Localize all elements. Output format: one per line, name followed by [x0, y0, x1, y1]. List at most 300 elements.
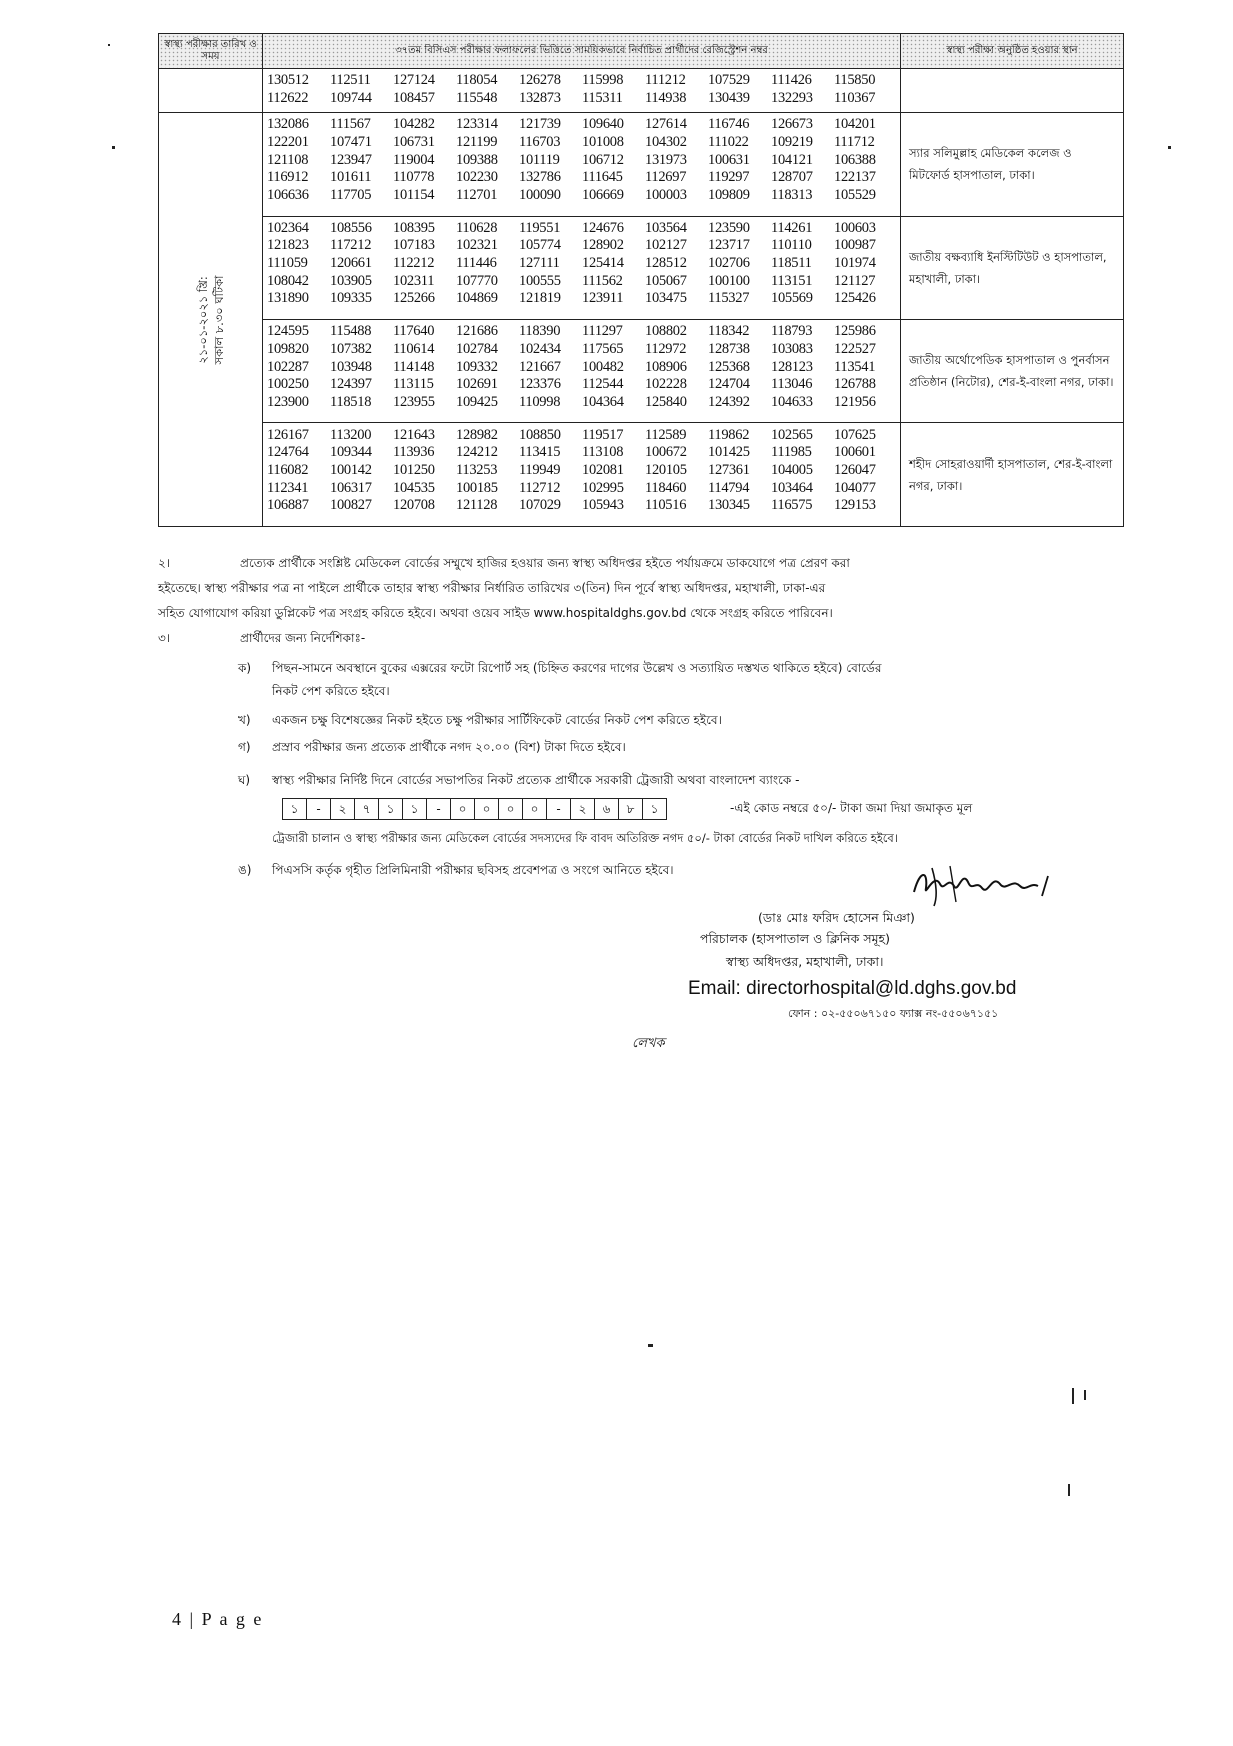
reg-number-row	[267, 290, 900, 308]
reg-number: 106669	[582, 186, 624, 203]
venue-name: জাতীয় বক্ষব্যাধি ইনস্টিটিউট ও হাসপাতাল, মহাখালী, ঢাকা।	[909, 249, 1107, 286]
reg-number: 119949	[519, 461, 561, 478]
reg-number: 100987	[834, 237, 876, 254]
reg-number: 112212	[393, 255, 435, 272]
reg-number: 102691	[456, 376, 498, 393]
code-digit-box: -	[306, 798, 330, 820]
reg-number: 110628	[456, 219, 498, 236]
reg-number: 109344	[330, 444, 372, 461]
reg-number: 109219	[771, 133, 813, 150]
code-digit-box: ২	[570, 798, 594, 820]
reg-number: 100672	[645, 444, 687, 461]
reg-number: 100003	[645, 186, 687, 203]
reg-number: 117565	[582, 340, 624, 357]
reg-number: 101154	[393, 186, 435, 203]
reg-number: 114148	[393, 358, 435, 375]
reg-number: 106712	[582, 151, 624, 168]
reg-number: 124397	[330, 376, 372, 393]
reg-number: 119004	[393, 151, 435, 168]
code-after-text: -এই কোড নম্বরে ৫০/- টাকা জমা দিয়া জমাকৃত মূল	[730, 801, 973, 815]
reg-number: 104282	[393, 116, 435, 133]
date-cell-empty	[159, 69, 263, 113]
reg-number-row	[267, 169, 900, 187]
reg-number: 111645	[582, 169, 623, 186]
reg-number: 108457	[393, 89, 435, 106]
reg-number: 106388	[834, 151, 876, 168]
reg-number-row	[267, 72, 900, 90]
reg-number: 110998	[519, 393, 561, 410]
code-digit-box: ১	[402, 798, 426, 820]
table-body	[159, 69, 1124, 527]
reg-number: 130345	[708, 497, 750, 514]
header-date-time: স্বাস্থ্য পরীক্ষার তারিখ ও সময়	[159, 34, 263, 69]
code-digit-box: ৭	[354, 798, 378, 820]
reg-number: 100250	[267, 376, 309, 393]
reg-number: 117640	[393, 323, 435, 340]
scan-speck	[1068, 1484, 1070, 1496]
code-digit-box: -	[426, 798, 450, 820]
code-digit-box: -	[546, 798, 570, 820]
reg-number: 117212	[330, 237, 372, 254]
reg-number: 132293	[771, 89, 813, 106]
reg-number: 110110	[771, 237, 812, 254]
reg-number: 109388	[456, 151, 498, 168]
reg-number: 110778	[393, 169, 435, 186]
reg-number: 125368	[708, 358, 750, 375]
reg-number: 104121	[771, 151, 813, 168]
reg-number: 103464	[771, 479, 813, 496]
reg-number: 127614	[645, 116, 687, 133]
reg-number: 102311	[393, 272, 435, 289]
venue-cell	[901, 113, 1124, 216]
note-3-title: প্রার্থীদের জন্য নির্দেশিকাঃ-	[240, 631, 366, 645]
reg-number: 112341	[267, 479, 309, 496]
reg-number: 113253	[456, 461, 498, 478]
table-row	[159, 320, 1124, 423]
reg-number: 121128	[456, 497, 498, 514]
reg-number: 106887	[267, 497, 309, 514]
reg-number: 122137	[834, 169, 876, 186]
reg-number: 112701	[456, 186, 498, 203]
reg-number: 126047	[834, 461, 876, 478]
reg-number: 118342	[708, 323, 750, 340]
reg-number: 109744	[330, 89, 372, 106]
reg-number: 124676	[582, 219, 624, 236]
table-row	[159, 113, 1124, 216]
reg-number: 123900	[267, 393, 309, 410]
scan-speck	[1084, 1390, 1086, 1400]
item-kha-line-1: একজন চক্ষু বিশেষজ্ঞের নিকট হইতে চক্ষু পরীক্ষার সার্টিফিকেট বোর্ডের নিকট পেশ করিতে হইবে।	[272, 713, 722, 727]
reg-number-row	[267, 255, 900, 273]
reg-number: 124764	[267, 444, 309, 461]
header-venue: স্বাস্থ্য পরীক্ষা অনুষ্ঠিত হওয়ার স্থান	[901, 34, 1124, 69]
reg-number: 100601	[834, 444, 876, 461]
reg-number: 117705	[330, 186, 372, 203]
item-gha-label: ঘ)	[238, 773, 251, 787]
reg-number: 102706	[708, 255, 750, 272]
reg-number: 121686	[456, 323, 498, 340]
reg-number: 114938	[645, 89, 687, 106]
reg-number: 121956	[834, 393, 876, 410]
reg-number: 118460	[645, 479, 687, 496]
venue-cell	[901, 423, 1124, 527]
note-2-line-2: হইতেছে। স্বাস্থ্য পরীক্ষার পত্র না পাইলে প্রার্থীকে তাহার স্বাস্থ্য পরীক্ষার নির্ধারিত তারিখের ৩(তিন) দিন পূর্বে স্বাস্থ্য অধিদপ্তর, মহাখালী, ঢাকা-এর	[158, 581, 826, 595]
reg-number: 102287	[267, 358, 309, 375]
reg-number: 110516	[645, 497, 687, 514]
reg-number-row	[267, 341, 900, 359]
reg-number: 124704	[708, 376, 750, 393]
reg-number: 111022	[708, 133, 749, 150]
venue-name: শহীদ সোহরাওয়ার্দী হাসপাতাল, শের-ই-বাংলা নগর, ঢাকা।	[909, 456, 1113, 493]
reg-number: 112712	[519, 479, 561, 496]
scan-speck	[1168, 146, 1171, 149]
reg-number-row	[267, 237, 900, 255]
reg-number: 119551	[519, 219, 561, 236]
reg-number: 128123	[771, 358, 813, 375]
item-kha-label: খ)	[238, 713, 251, 727]
reg-number: 102364	[267, 219, 309, 236]
reg-number: 102230	[456, 169, 498, 186]
signatory-office: স্বাস্থ্য অধিদপ্তর, মহাখালী, ঢাকা।	[726, 954, 884, 969]
reg-number: 116746	[708, 116, 750, 133]
reg-number: 103475	[645, 290, 687, 307]
reg-number: 100827	[330, 497, 372, 514]
reg-number: 104633	[771, 393, 813, 410]
reg-number: 105067	[645, 272, 687, 289]
reg-number: 110367	[834, 89, 876, 106]
reg-number: 131973	[645, 151, 687, 168]
header-reg-numbers: ৩৭তম বিসিএস পরীক্ষার ফলাফলের ভিত্তিতে সাময়িকভাবে নির্বাচিত প্রার্থীদের রেজিস্ট্রেশন নম্বর	[263, 34, 901, 69]
reg-number-row	[267, 358, 900, 376]
reg-number: 124392	[708, 393, 750, 410]
reg-number: 104077	[834, 479, 876, 496]
reg-number: 121739	[519, 116, 561, 133]
reg-number: 118054	[456, 72, 498, 89]
reg-number: 121643	[393, 426, 435, 443]
registration-table	[158, 33, 1124, 527]
reg-number: 106731	[393, 133, 435, 150]
reg-number: 112589	[645, 426, 687, 443]
reg-number-row	[267, 462, 900, 480]
reg-number: 100631	[708, 151, 750, 168]
reg-number: 107183	[393, 237, 435, 254]
venue-name: জাতীয় অর্থোপেডিক হাসপাতাল ও পুনর্বাসন প্রতিষ্ঠান (নিটোর), শের-ই-বাংলা নগর, ঢাকা।	[909, 353, 1114, 390]
reg-number: 102127	[645, 237, 687, 254]
reg-number: 100142	[330, 461, 372, 478]
reg-number: 124595	[267, 323, 309, 340]
reg-number: 105529	[834, 186, 876, 203]
reg-number: 122201	[267, 133, 309, 150]
reg-number: 103564	[645, 219, 687, 236]
reg-number-cell	[263, 216, 901, 319]
reg-number: 127124	[393, 72, 435, 89]
code-digit-box: ০	[474, 798, 498, 820]
reg-number: 109425	[456, 393, 498, 410]
code-digit-box: ১	[642, 798, 667, 820]
reg-number: 115327	[708, 290, 750, 307]
reg-number: 101611	[330, 169, 372, 186]
reg-number: 107029	[519, 497, 561, 514]
reg-number: 126167	[267, 426, 309, 443]
reg-number-row	[267, 376, 900, 394]
reg-number: 121667	[519, 358, 561, 375]
reg-number: 132873	[519, 89, 561, 106]
date-time-label	[195, 275, 227, 364]
reg-number: 102081	[582, 461, 624, 478]
reg-number: 128902	[582, 237, 624, 254]
reg-number: 101250	[393, 461, 435, 478]
reg-number-row	[267, 444, 900, 462]
reg-number: 118511	[771, 255, 812, 272]
reg-number: 102995	[582, 479, 624, 496]
venue-cell	[901, 69, 1124, 113]
reg-number: 101008	[582, 133, 624, 150]
reg-number: 112697	[645, 169, 687, 186]
table-row	[159, 423, 1124, 527]
reg-number: 125414	[582, 255, 624, 272]
reg-number: 101119	[519, 151, 560, 168]
scan-speck	[648, 1344, 653, 1347]
reg-number: 116703	[519, 133, 561, 150]
reg-number: 109640	[582, 116, 624, 133]
reg-number: 121199	[456, 133, 498, 150]
code-digit-box: ১	[282, 798, 306, 820]
reg-number: 120661	[330, 255, 372, 272]
reg-number: 113046	[771, 376, 813, 393]
reg-number: 100185	[456, 479, 498, 496]
item-uma-line-1: পিএসসি কর্তৃক গৃহীত প্রিলিমিনারী পরীক্ষার ছবিসহ প্রবেশপত্র ও সংগে আনিতে হইবে।	[272, 863, 674, 877]
reg-number-row	[267, 134, 900, 152]
reg-number-cell	[263, 113, 901, 216]
reg-number: 111562	[582, 272, 623, 289]
reg-number: 104869	[456, 290, 498, 307]
reg-number: 104201	[834, 116, 876, 133]
reg-number: 121819	[519, 290, 561, 307]
reg-number: 108395	[393, 219, 435, 236]
reg-number: 125266	[393, 290, 435, 307]
reg-number: 132086	[267, 116, 309, 133]
reg-number: 111297	[582, 323, 623, 340]
reg-number: 107529	[708, 72, 750, 89]
date-time-cell	[159, 113, 263, 527]
reg-number: 100482	[582, 358, 624, 375]
reg-number: 123955	[393, 393, 435, 410]
reg-number-row	[267, 323, 900, 341]
table-row	[159, 69, 1124, 113]
reg-number: 112511	[330, 72, 371, 89]
reg-number: 118518	[330, 393, 372, 410]
reg-number: 124212	[456, 444, 498, 461]
code-digit-box: ৬	[594, 798, 618, 820]
reg-number: 104005	[771, 461, 813, 478]
reg-number: 123590	[708, 219, 750, 236]
reg-number-row	[267, 272, 900, 290]
reg-number: 113415	[519, 444, 561, 461]
reg-number-row	[267, 426, 900, 444]
reg-number: 130512	[267, 72, 309, 89]
reg-number: 107382	[330, 340, 372, 357]
page-number: 4 | P a g e	[172, 1609, 264, 1629]
reg-number-row	[267, 479, 900, 497]
reg-number: 121823	[267, 237, 309, 254]
reg-number: 115311	[582, 89, 623, 106]
reg-number: 109332	[456, 358, 498, 375]
reg-number: 113115	[393, 376, 434, 393]
reg-number: 126278	[519, 72, 561, 89]
item-uma-label: ঙ)	[238, 863, 252, 877]
reg-number: 108802	[645, 323, 687, 340]
signatory-phone: ফোন : ০২-৫৫০৬৭১৫০ ফ্যাক্স নং-৫৫০৬৭১৫১	[788, 1007, 999, 1020]
reg-number: 111212	[645, 72, 686, 89]
reg-number-row	[267, 151, 900, 169]
table-header-row	[159, 34, 1124, 69]
reg-number: 112544	[582, 376, 624, 393]
reg-number: 108906	[645, 358, 687, 375]
code-digit-box: ০	[498, 798, 522, 820]
reg-number: 102565	[771, 426, 813, 443]
reg-number: 111446	[456, 255, 497, 272]
item-ga-line-1: প্রস্রাব পরীক্ষার জন্য প্রত্যেক প্রার্থীকে নগদ ২০.০০ (বিশ) টাকা দিতে হইবে।	[272, 740, 626, 754]
reg-number: 103905	[330, 272, 372, 289]
reg-number-cell	[263, 423, 901, 527]
reg-number: 125426	[834, 290, 876, 307]
reg-number-cell	[263, 69, 901, 113]
item-ka-line-2: নিকট পেশ করিতে হইবে।	[272, 684, 390, 698]
reg-number-row	[267, 116, 900, 134]
reg-number: 116912	[267, 169, 309, 186]
reg-number: 102228	[645, 376, 687, 393]
reg-number-row	[267, 393, 900, 411]
reg-number: 111059	[267, 255, 308, 272]
reg-number: 119517	[582, 426, 624, 443]
reg-number-row	[267, 186, 900, 204]
reg-number: 125840	[645, 393, 687, 410]
reg-number-row	[267, 220, 900, 238]
reg-number: 113936	[393, 444, 435, 461]
reg-number: 123314	[456, 116, 498, 133]
date-label: ২১-০১-২০২১ খ্রি:	[195, 275, 210, 364]
reg-number: 104302	[645, 133, 687, 150]
initial-mark: লেখক	[632, 1036, 665, 1051]
reg-number-row	[267, 497, 900, 515]
reg-number: 118313	[771, 186, 813, 203]
reg-number: 118793	[771, 323, 813, 340]
note-2-number: ২।	[158, 556, 171, 570]
reg-number: 100555	[519, 272, 561, 289]
reg-number: 118390	[519, 323, 561, 340]
reg-number: 105569	[771, 290, 813, 307]
reg-number: 104364	[582, 393, 624, 410]
scan-speck	[1072, 1388, 1074, 1404]
signatory-email: Email: directorhospital@ld.dghs.gov.bd	[688, 978, 1017, 999]
reg-number: 103948	[330, 358, 372, 375]
code-digit-box: ০	[450, 798, 474, 820]
reg-number: 128738	[708, 340, 750, 357]
reg-number: 116082	[267, 461, 309, 478]
reg-number: 102784	[456, 340, 498, 357]
reg-number: 105774	[519, 237, 561, 254]
reg-number: 114794	[708, 479, 750, 496]
reg-number: 123717	[708, 237, 750, 254]
code-digit-box: ২	[330, 798, 354, 820]
reg-number: 126788	[834, 376, 876, 393]
reg-number: 113541	[834, 358, 876, 375]
reg-number: 128982	[456, 426, 498, 443]
reg-number: 115548	[456, 89, 498, 106]
reg-number: 131890	[267, 290, 309, 307]
reg-number: 103083	[771, 340, 813, 357]
reg-number: 120105	[645, 461, 687, 478]
reg-number: 115488	[330, 323, 372, 340]
reg-number: 106317	[330, 479, 372, 496]
reg-number-cell	[263, 320, 901, 423]
reg-number: 113151	[771, 272, 813, 289]
note-2-line-3: সহিত যোগাযোগ করিয়া ডুপ্লিকেট পত্র সংগ্রহ করিতে হইবে। অথবা ওয়েব সাইড www.hospitaldghs.gov.bd থেকে সংগ্রহ করিতে পারিবেন।	[158, 606, 833, 620]
reg-number: 126673	[771, 116, 813, 133]
reg-number: 119862	[708, 426, 750, 443]
reg-number: 120708	[393, 497, 435, 514]
reg-number: 108850	[519, 426, 561, 443]
reg-number: 106636	[267, 186, 309, 203]
reg-number: 130439	[708, 89, 750, 106]
reg-number: 115998	[582, 72, 624, 89]
item-ga-label: গ)	[238, 740, 251, 754]
reg-number: 121108	[267, 151, 309, 168]
reg-number-row	[267, 90, 900, 108]
treasury-code-boxes	[282, 798, 667, 820]
reg-number: 104535	[393, 479, 435, 496]
reg-number: 114261	[771, 219, 813, 236]
reg-number: 123911	[582, 290, 624, 307]
reg-number: 110614	[393, 340, 435, 357]
reg-number: 111426	[771, 72, 812, 89]
reg-number: 127111	[519, 255, 560, 272]
reg-number: 112622	[267, 89, 309, 106]
reg-number: 107471	[330, 133, 372, 150]
code-line-2: ট্রেজারী চালান ও স্বাস্থ্য পরীক্ষার জন্য মেডিকেল বোর্ডের সদস্যদের ফি বাবদ অতিরিক্ত নগদ ৫০/- টাকা বোর্ডের নিকট দাখিল করিতে হইবে।	[272, 831, 898, 845]
reg-number: 127361	[708, 461, 750, 478]
reg-number: 132786	[519, 169, 561, 186]
reg-number: 121127	[834, 272, 876, 289]
scan-speck	[112, 146, 115, 149]
reg-number: 112972	[645, 340, 687, 357]
reg-number: 128512	[645, 255, 687, 272]
note-2-line-1: প্রত্যেক প্রার্থীকে সংশ্লিষ্ট মেডিকেল বোর্ডের সম্মুখে হাজির হওয়ার জন্য স্বাস্থ্য অধিদপ্তর হইতে পর্যায়ক্রমে ডাকযোগে পত্র প্রেরণ করা	[240, 556, 850, 570]
reg-number: 102321	[456, 237, 498, 254]
reg-number: 123376	[519, 376, 561, 393]
reg-number: 100100	[708, 272, 750, 289]
reg-number: 101974	[834, 255, 876, 272]
time-label: সকাল ৮.৩০ ঘটিকা	[211, 275, 226, 365]
code-digit-box: ৮	[618, 798, 642, 820]
reg-number: 111985	[771, 444, 812, 461]
signatory-name: (ডাঃ মোঃ ফরিদ হোসেন মিঞা)	[758, 910, 915, 925]
item-ka-line-1: পিছন-সামনে অবস্থানে বুকের এক্সরের ফটো রিপোর্ট সহ (চিহ্নিত করণের দাগের উল্লেখ ও সত্যায়িত দস্তখত থাকিতে হইবে) বোর্ডের	[272, 661, 882, 675]
reg-number: 100090	[519, 186, 561, 203]
reg-number: 107770	[456, 272, 498, 289]
signatory-designation: পরিচালক (হাসপাতাল ও ক্লিনিক সমূহ)	[700, 931, 891, 946]
item-gha-line-1: স্বাস্থ্য পরীক্ষার নির্দিষ্ট দিনে বোর্ডের সভাপতির নিকট প্রত্যেক প্রার্থীকে সরকারী ট্রেজারী অথবা বাংলাদেশ ব্যাংকে -	[272, 773, 800, 787]
reg-number: 109335	[330, 290, 372, 307]
venue-cell	[901, 320, 1124, 423]
reg-number: 128707	[771, 169, 813, 186]
reg-number: 101425	[708, 444, 750, 461]
reg-number: 115850	[834, 72, 876, 89]
table-row	[159, 216, 1124, 319]
reg-number: 105943	[582, 497, 624, 514]
code-digit-box: ১	[378, 798, 402, 820]
venue-name: স্যার সলিমুল্লাহ মেডিকেল কলেজ ও মিটফোর্ড হাসপাতাল, ঢাকা।	[909, 146, 1072, 183]
